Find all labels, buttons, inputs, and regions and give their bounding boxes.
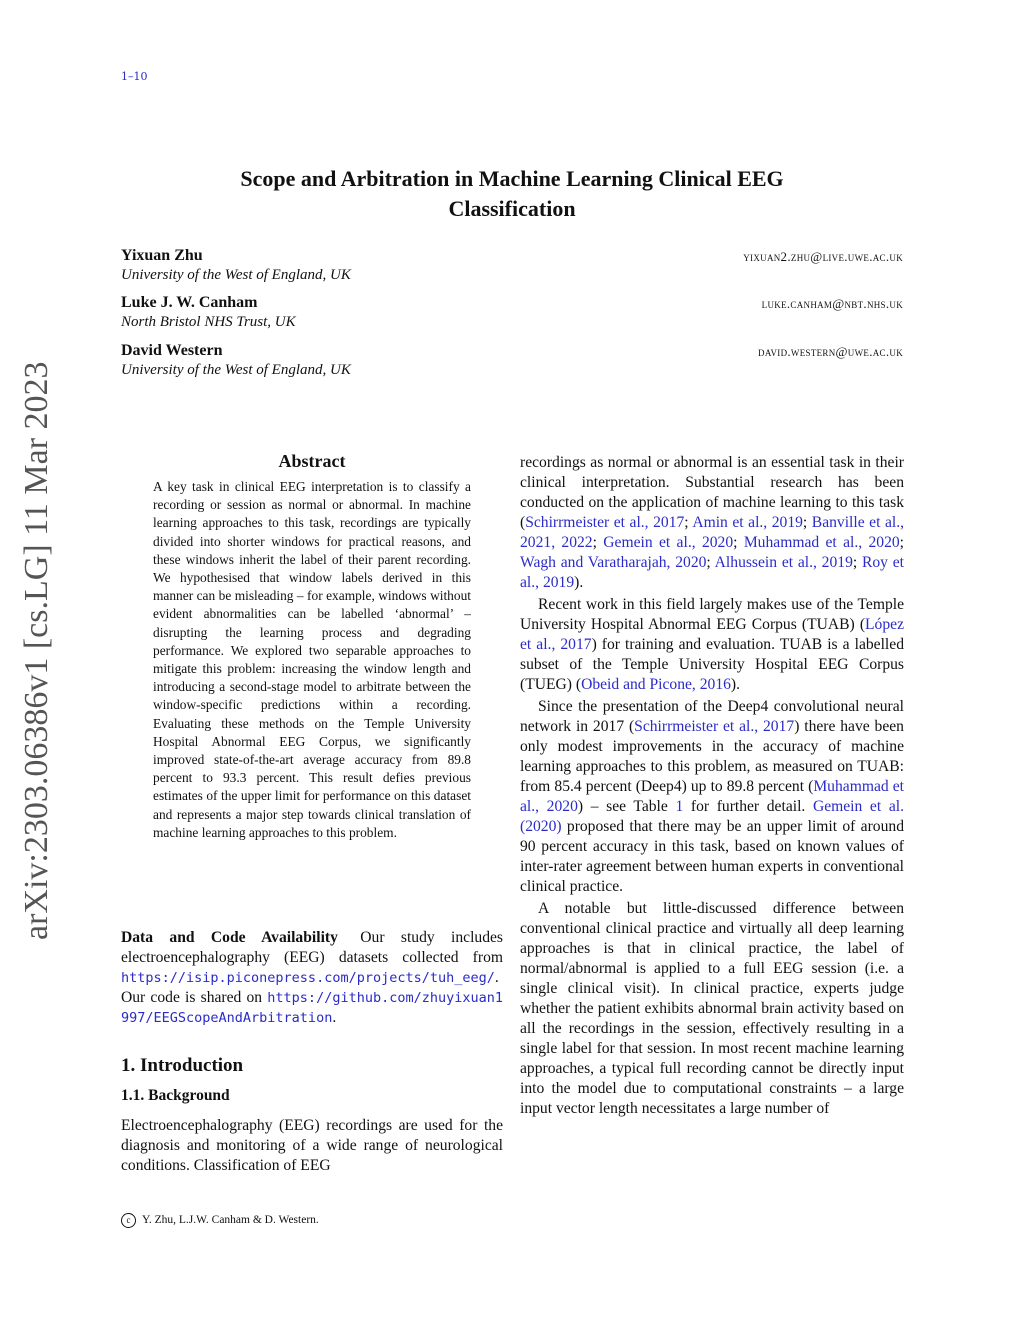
right-column <box>520 453 904 1119</box>
citation-link[interactable]: Muhammad et al., 2020 <box>743 534 900 551</box>
citation-link[interactable]: López et al., 2017 <box>520 616 904 653</box>
code-url-link[interactable]: https://github.com/zhuyixuan1997/EEGScopeAndArbitration <box>121 990 503 1026</box>
abstract-text: A key task in clinical EEG interpretation is to classify a recording or session as normal or abnormal. In machine learning approaches to this task, recordings are typically divided into shorter windows for practical reasons, and these windows inherit the label of their parent recording. We hypothesised that window labels derived in this manner can be misleading – for example, windows without evident abnormalities can be labelled ‘abnormal’ – disrupting the learning process and degrading performance. We explored two separable approaches to mitigate this problem: increasing the window length and introducing a second-stage model to arbitrate between the window-specific predictions within a recording. Evaluating these methods on the Temple University Hospital Abnormal EEG Corpus, we significantly improved state-of-the-art average accuracy from 89.8 percent to 93.3 percent. This result defies previous estimates of the upper limit for performance on this dataset and represents a major step towards clinical translation of machine learning approaches to this problem. <box>153 479 471 840</box>
citation-link[interactable]: Schirrmeister et al., 2017 <box>525 514 685 531</box>
text-run: ) there have been only modest improvements in the accuracy of machine learning approaches to this problem, as measured on TUAB: from 85.4 percent (Deep4) up to 89.8 percent ( <box>520 718 904 795</box>
citation-link[interactable]: Amin et al., 2019 <box>692 514 803 531</box>
arxiv-identifier: arXiv:2303.06386v1 [cs.LG] 11 Mar 2023 <box>18 361 55 940</box>
author-block <box>121 247 903 284</box>
author-name: David Western <box>121 342 223 359</box>
text-run: Since the presentation of the Deep4 convolutional neural network in 2017 ( <box>520 698 904 735</box>
data-availability-text: Our study includes electroencephalography (EEG) datasets collected from <box>121 929 503 966</box>
page-range: 1–10 <box>121 70 148 83</box>
text-run: for further detail. <box>683 798 813 815</box>
dataset-url-link[interactable]: https://isip.piconepress.com/projects/tuh_eeg/ <box>121 970 495 986</box>
copyright-text: Y. Zhu, L.J.W. Canham & D. Western. <box>142 1214 319 1226</box>
author-email: luke.canham@nbt.nhs.uk <box>761 296 903 311</box>
data-availability-paragraph <box>121 928 503 1028</box>
left-column <box>121 928 503 1176</box>
data-availability-text: . Our code is shared on <box>121 969 499 1006</box>
text-run: ) for training and evaluation. TUAB is a labelled subset of the Temple University Hospital EEG Corpus (TUEG) ( <box>520 636 904 693</box>
subsection-heading-background: 1.1. Background <box>121 1087 230 1104</box>
copyright-notice <box>121 1213 319 1228</box>
copyright-icon: c <box>121 1213 136 1228</box>
abstract-heading: Abstract <box>278 451 346 471</box>
citation-link[interactable]: (2020) <box>520 818 562 835</box>
background-paragraph: Electroencephalography (EEG) recordings are used for the diagnosis and monitoring of a wide range of neurological conditions. Classification of EEG <box>121 1117 503 1174</box>
citation-link[interactable]: Wagh and Varatharajah, 2020 <box>520 554 707 571</box>
paragraph <box>520 697 904 897</box>
text-run: ) – see Table <box>577 798 676 815</box>
citation-link[interactable]: Gemein et al. <box>812 798 904 815</box>
text-run: Recent work in this field largely makes use of the Temple University Hospital Abnormal EEG Corpus (TUAB) ( <box>520 596 904 633</box>
citation-link[interactable]: Obeid and Picone, 2016 <box>581 676 731 693</box>
author-email: yixuan2.zhu@live.uwe.ac.uk <box>743 249 903 264</box>
text-run: ). <box>730 676 741 693</box>
author-name: Yixuan Zhu <box>121 247 203 264</box>
data-availability-text: . <box>332 1009 337 1026</box>
title-line-1: Scope and Arbitration in Machine Learning Clinical EEG <box>240 166 784 191</box>
table-reference-link[interactable]: 1 <box>675 798 684 815</box>
paragraph <box>520 595 904 695</box>
citation-link[interactable]: Banville et al., 2021, 2022 <box>520 514 904 551</box>
citation-link[interactable]: Roy et al., 2019 <box>520 554 905 591</box>
text-run: recordings as normal or abnormal is an essential task in their clinical interpretation. Substantial research has been conducted on the application of machine learning to this task ( <box>520 454 904 531</box>
author-block <box>121 342 903 379</box>
paragraph: A notable but little-discussed difference between conventional clinical practice and virtually all deep learning approaches is that in clinical practice, the label of normal/abnormal is applied to a full EEG session (i.e. a single clinical visit). In clinical practice, experts judge whether the patient exhibits abnormal brain activity based on all the recordings in the session, effectively resulting in a single label for that session. In most recent machine learning approaches, a typical full recording cannot be directly input into the model due to computational constraints – a large input vector length necessitates a large number of <box>520 900 904 1117</box>
citation-link[interactable]: Schirrmeister et al., 2017 <box>634 718 795 735</box>
paper-title <box>121 164 903 224</box>
author-block <box>121 294 903 331</box>
text-run: proposed that there may be an upper limit of around 90 percent accuracy in this task, based on known values of inter-rater agreement between human experts in conventional clinical practice. <box>520 818 904 895</box>
citation-link[interactable]: Muhammad et al., 2020 <box>520 778 905 815</box>
data-availability-heading: Data and Code Availability <box>121 929 338 946</box>
section-heading-introduction: 1. Introduction <box>121 1055 244 1076</box>
paragraph: recordings as normal or abnormal is an essential task in their clinical interpretation. Substantial research has been conducted on the application of machine learning to this task (Schirrmeister et al., 2017; Amin et al., 2019; Banville et al., 2021, 2022; Gemein et al., 2020; Muhammad et al., 2020; Wagh and Varatharajah, 2020; Alhussein et al., 2019; Roy et al., 2019). <box>520 454 905 591</box>
author-affiliation: University of the West of England, UK <box>121 362 351 378</box>
abstract <box>153 451 471 842</box>
author-affiliation: University of the West of England, UK <box>121 267 351 283</box>
title-line-2: Classification <box>448 196 576 221</box>
citation-link[interactable]: Gemein et al., 2020 <box>603 534 734 551</box>
citation-link[interactable]: Alhussein et al., 2019 <box>714 554 853 571</box>
author-email: david.western@uwe.ac.uk <box>758 344 903 359</box>
author-affiliation: North Bristol NHS Trust, UK <box>121 314 296 330</box>
author-name: Luke J. W. Canham <box>121 294 258 311</box>
